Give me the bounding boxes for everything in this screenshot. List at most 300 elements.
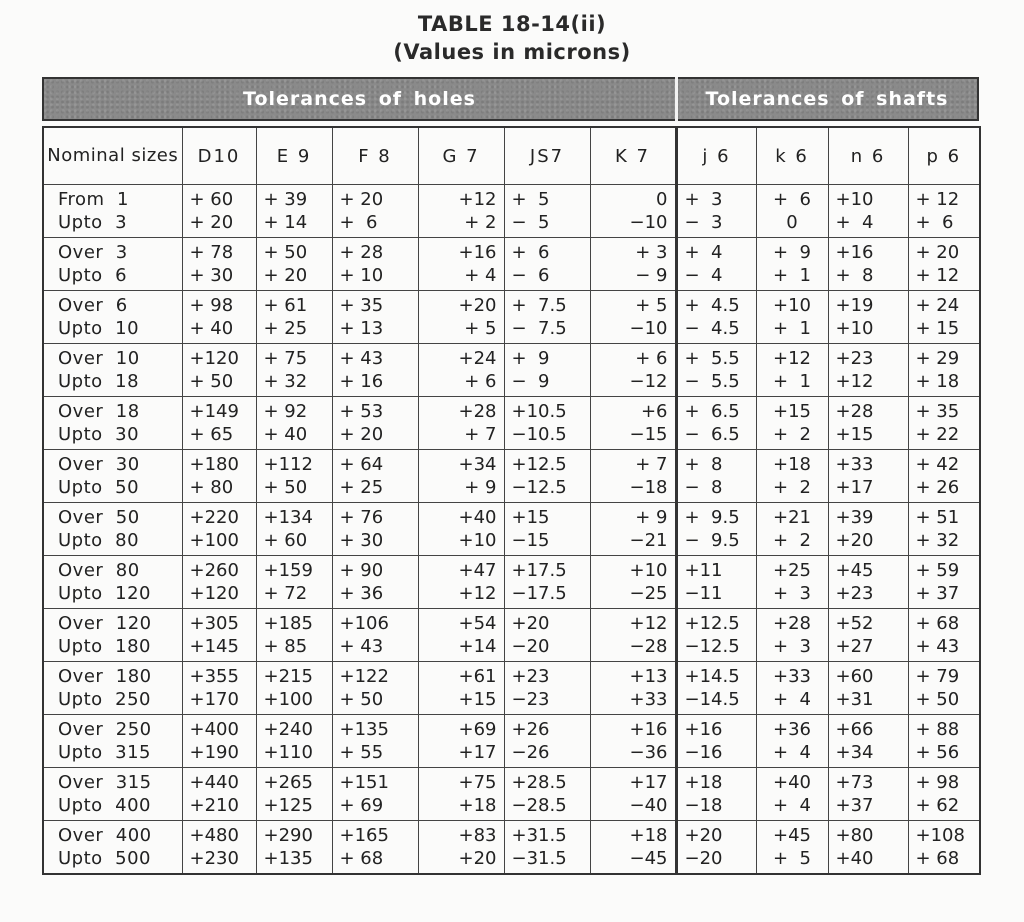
upper-deviation: +39 bbox=[835, 507, 874, 528]
lower-deviation: +34 bbox=[835, 742, 874, 763]
lower-deviation: +23 bbox=[835, 583, 874, 604]
lower-deviation: + 72 bbox=[263, 583, 308, 604]
lower-deviation: −14.5 bbox=[684, 689, 740, 710]
lower-deviation: −25 bbox=[629, 583, 668, 604]
nominal-size-line: Upto 120 bbox=[58, 583, 151, 604]
lower-deviation: + 2 bbox=[464, 212, 497, 233]
lower-deviation: + 40 bbox=[189, 318, 234, 339]
upper-deviation: +305 bbox=[189, 613, 239, 634]
lower-deviation: + 30 bbox=[339, 530, 384, 551]
tolerance-cell-JS7 bbox=[504, 238, 590, 291]
lower-deviation: +120 bbox=[189, 583, 239, 604]
lower-deviation: −20 bbox=[684, 848, 723, 869]
tolerance-cell-n6 bbox=[828, 344, 908, 397]
nominal-size-line: Upto 315 bbox=[58, 742, 151, 763]
nominal-size-line: Over 400 bbox=[58, 825, 152, 846]
nominal-size-line: Over 30 bbox=[58, 454, 140, 475]
lower-deviation: +20 bbox=[835, 530, 874, 551]
tolerance-cell-JS7 bbox=[504, 397, 590, 450]
tolerance-cell-k6 bbox=[756, 768, 828, 821]
lower-deviation: −18 bbox=[629, 477, 668, 498]
tolerance-cell-JS7 bbox=[504, 291, 590, 344]
lower-deviation: +190 bbox=[189, 742, 239, 763]
table-row bbox=[43, 397, 980, 450]
lower-deviation: −11 bbox=[684, 583, 723, 604]
upper-deviation: +31.5 bbox=[511, 825, 567, 846]
lower-deviation: − 4 bbox=[684, 265, 723, 286]
tolerance-cell-K7 bbox=[590, 291, 676, 344]
tolerance-cell-K7 bbox=[590, 609, 676, 662]
upper-deviation: + 12 bbox=[915, 189, 960, 210]
nominal-size-line: Over 3 bbox=[58, 242, 128, 263]
tolerance-cell-K7 bbox=[590, 768, 676, 821]
table-title: TABLE 18-14(ii) bbox=[417, 12, 607, 36]
tolerance-cell-p6 bbox=[908, 344, 980, 397]
tolerance-cell-j6 bbox=[676, 609, 756, 662]
lower-deviation: −15 bbox=[511, 530, 550, 551]
upper-deviation: + 98 bbox=[915, 772, 960, 793]
tolerance-cell-G7 bbox=[418, 768, 504, 821]
nominal-size-line: Over 250 bbox=[58, 719, 152, 740]
upper-deviation: + 78 bbox=[189, 242, 234, 263]
lower-deviation: −20 bbox=[511, 636, 550, 657]
upper-deviation: +13 bbox=[629, 666, 668, 687]
tolerance-cell-K7 bbox=[590, 821, 676, 875]
tolerance-cell-JS7 bbox=[504, 450, 590, 503]
lower-deviation: + 30 bbox=[189, 265, 234, 286]
upper-deviation: + 7.5 bbox=[511, 295, 567, 316]
upper-deviation: +23 bbox=[835, 348, 874, 369]
tolerance-cell-n6 bbox=[828, 821, 908, 875]
col-header-D10: D10 bbox=[182, 127, 256, 185]
lower-deviation: + 2 bbox=[773, 477, 811, 498]
upper-deviation: +40 bbox=[773, 772, 811, 793]
tolerance-cell-E9 bbox=[256, 715, 332, 768]
upper-deviation: +185 bbox=[263, 613, 313, 634]
tolerance-cell-E9 bbox=[256, 397, 332, 450]
upper-deviation: + 9 bbox=[511, 348, 550, 369]
tolerance-cell-D10 bbox=[182, 662, 256, 715]
upper-deviation: + 76 bbox=[339, 507, 384, 528]
upper-deviation: +28.5 bbox=[511, 772, 567, 793]
upper-deviation: + 4 bbox=[684, 242, 723, 263]
upper-deviation: +21 bbox=[773, 507, 811, 528]
nominal-size-cell bbox=[43, 556, 182, 609]
upper-deviation: + 8 bbox=[684, 454, 723, 475]
nominal-size-cell bbox=[43, 397, 182, 450]
tolerance-cell-F8 bbox=[332, 344, 418, 397]
lower-deviation: + 3 bbox=[773, 636, 811, 657]
upper-deviation: +10.5 bbox=[511, 401, 567, 422]
upper-deviation: + 20 bbox=[339, 189, 384, 210]
tolerance-cell-K7 bbox=[590, 185, 676, 238]
lower-deviation: −26 bbox=[511, 742, 550, 763]
tolerance-cell-E9 bbox=[256, 768, 332, 821]
lower-deviation: +33 bbox=[629, 689, 668, 710]
tolerance-cell-j6 bbox=[676, 238, 756, 291]
upper-deviation: +23 bbox=[511, 666, 550, 687]
upper-deviation: +108 bbox=[915, 825, 965, 846]
nominal-size-line: Over 180 bbox=[58, 666, 152, 687]
tolerance-cell-E9 bbox=[256, 503, 332, 556]
lower-deviation: + 1 bbox=[773, 371, 811, 392]
lower-deviation: + 25 bbox=[339, 477, 384, 498]
lower-deviation: +17 bbox=[458, 742, 497, 763]
tolerance-cell-p6 bbox=[908, 609, 980, 662]
upper-deviation: +265 bbox=[263, 772, 313, 793]
tolerance-cell-E9 bbox=[256, 185, 332, 238]
lower-deviation: + 50 bbox=[339, 689, 384, 710]
upper-deviation: + 35 bbox=[339, 295, 384, 316]
group-header-holes: Tolerances of holes bbox=[243, 88, 476, 110]
upper-deviation: +15 bbox=[511, 507, 550, 528]
nominal-size-line: Upto 10 bbox=[58, 318, 140, 339]
upper-deviation: +20 bbox=[458, 295, 497, 316]
lower-deviation: + 43 bbox=[339, 636, 384, 657]
tolerance-cell-F8 bbox=[332, 291, 418, 344]
upper-deviation: +83 bbox=[458, 825, 497, 846]
lower-deviation: +230 bbox=[189, 848, 239, 869]
tolerance-cell-n6 bbox=[828, 238, 908, 291]
tolerance-cell-F8 bbox=[332, 450, 418, 503]
nominal-size-cell bbox=[43, 291, 182, 344]
lower-deviation: − 7.5 bbox=[511, 318, 567, 339]
lower-deviation: + 5 bbox=[464, 318, 497, 339]
tolerance-cell-D10 bbox=[182, 821, 256, 875]
tolerance-cell-D10 bbox=[182, 344, 256, 397]
lower-deviation: + 65 bbox=[189, 424, 234, 445]
lower-deviation: + 1 bbox=[773, 318, 811, 339]
upper-deviation: +12 bbox=[458, 189, 497, 210]
upper-deviation: +75 bbox=[458, 772, 497, 793]
lower-deviation: + 56 bbox=[915, 742, 960, 763]
tolerance-cell-E9 bbox=[256, 450, 332, 503]
lower-deviation: +27 bbox=[835, 636, 874, 657]
tolerance-cell-p6 bbox=[908, 503, 980, 556]
lower-deviation: +40 bbox=[835, 848, 874, 869]
nominal-size-line: Upto 50 bbox=[58, 477, 140, 498]
tolerance-cell-n6 bbox=[828, 768, 908, 821]
lower-deviation: +100 bbox=[263, 689, 313, 710]
upper-deviation: +24 bbox=[458, 348, 497, 369]
nominal-size-cell bbox=[43, 450, 182, 503]
tolerance-cell-F8 bbox=[332, 185, 418, 238]
lower-deviation: − 9 bbox=[635, 265, 668, 286]
lower-deviation: +145 bbox=[189, 636, 239, 657]
tolerance-cell-j6 bbox=[676, 344, 756, 397]
upper-deviation: +10 bbox=[629, 560, 668, 581]
tolerance-cell-G7 bbox=[418, 238, 504, 291]
lower-deviation: −21 bbox=[629, 530, 668, 551]
tolerance-cell-G7 bbox=[418, 397, 504, 450]
lower-deviation: − 5 bbox=[511, 212, 550, 233]
upper-deviation: +440 bbox=[189, 772, 239, 793]
tolerance-cell-j6 bbox=[676, 185, 756, 238]
upper-deviation: + 75 bbox=[263, 348, 308, 369]
upper-deviation: + 61 bbox=[263, 295, 308, 316]
upper-deviation: + 5.5 bbox=[684, 348, 740, 369]
upper-deviation: +33 bbox=[835, 454, 874, 475]
upper-deviation: +33 bbox=[773, 666, 811, 687]
upper-deviation: + 60 bbox=[189, 189, 234, 210]
lower-deviation: + 50 bbox=[263, 477, 308, 498]
table-row bbox=[43, 821, 980, 875]
tolerance-cell-E9 bbox=[256, 344, 332, 397]
lower-deviation: + 7 bbox=[464, 424, 497, 445]
upper-deviation: + 20 bbox=[915, 242, 960, 263]
lower-deviation: + 14 bbox=[263, 212, 308, 233]
tolerance-cell-D10 bbox=[182, 609, 256, 662]
tolerance-cell-K7 bbox=[590, 238, 676, 291]
lower-deviation: + 20 bbox=[189, 212, 234, 233]
upper-deviation: +18 bbox=[684, 772, 723, 793]
upper-deviation: + 6 bbox=[773, 189, 811, 210]
upper-deviation: +12 bbox=[773, 348, 811, 369]
tolerance-cell-G7 bbox=[418, 715, 504, 768]
lower-deviation: + 18 bbox=[915, 371, 960, 392]
upper-deviation: + 9.5 bbox=[684, 507, 740, 528]
table-row bbox=[43, 185, 980, 238]
lower-deviation: −12.5 bbox=[511, 477, 567, 498]
nominal-size-cell bbox=[43, 185, 182, 238]
lower-deviation: −12 bbox=[629, 371, 668, 392]
tolerance-cell-k6 bbox=[756, 609, 828, 662]
upper-deviation: 0 bbox=[656, 189, 668, 210]
lower-deviation: +14 bbox=[458, 636, 497, 657]
tolerance-cell-F8 bbox=[332, 238, 418, 291]
tolerance-cell-n6 bbox=[828, 556, 908, 609]
lower-deviation: −10 bbox=[629, 212, 668, 233]
tolerance-cell-n6 bbox=[828, 503, 908, 556]
nominal-size-line: From 1 bbox=[58, 189, 129, 210]
col-header-F8: F 8 bbox=[332, 127, 418, 185]
nominal-size-line: Upto 180 bbox=[58, 636, 151, 657]
upper-deviation: + 42 bbox=[915, 454, 960, 475]
tolerance-cell-D10 bbox=[182, 238, 256, 291]
tolerance-cell-n6 bbox=[828, 450, 908, 503]
upper-deviation: + 43 bbox=[339, 348, 384, 369]
tolerance-cell-D10 bbox=[182, 450, 256, 503]
tolerance-cell-p6 bbox=[908, 821, 980, 875]
table-row bbox=[43, 556, 980, 609]
lower-deviation: −17.5 bbox=[511, 583, 567, 604]
lower-deviation: + 85 bbox=[263, 636, 308, 657]
table-row bbox=[43, 291, 980, 344]
tolerance-cell-F8 bbox=[332, 821, 418, 875]
nominal-size-line: Over 50 bbox=[58, 507, 140, 528]
upper-deviation: +66 bbox=[835, 719, 874, 740]
nominal-size-cell bbox=[43, 238, 182, 291]
nominal-size-line: Upto 3 bbox=[58, 212, 128, 233]
lower-deviation: + 4 bbox=[773, 689, 811, 710]
lower-deviation: + 69 bbox=[339, 795, 384, 816]
lower-deviation: + 5 bbox=[773, 848, 811, 869]
tolerance-cell-p6 bbox=[908, 238, 980, 291]
tolerance-cell-JS7 bbox=[504, 185, 590, 238]
lower-deviation: −10.5 bbox=[511, 424, 567, 445]
upper-deviation: +25 bbox=[773, 560, 811, 581]
nominal-size-line: Upto 500 bbox=[58, 848, 151, 869]
upper-deviation: +16 bbox=[629, 719, 668, 740]
upper-deviation: +11 bbox=[684, 560, 723, 581]
lower-deviation: −36 bbox=[629, 742, 668, 763]
nominal-size-line: Upto 80 bbox=[58, 530, 140, 551]
upper-deviation: +20 bbox=[684, 825, 723, 846]
lower-deviation: + 16 bbox=[339, 371, 384, 392]
lower-deviation: +110 bbox=[263, 742, 313, 763]
upper-deviation: +16 bbox=[835, 242, 874, 263]
lower-deviation: − 5.5 bbox=[684, 371, 740, 392]
lower-deviation: +37 bbox=[835, 795, 874, 816]
upper-deviation: + 50 bbox=[263, 242, 308, 263]
lower-deviation: + 8 bbox=[835, 265, 874, 286]
tolerance-cell-G7 bbox=[418, 821, 504, 875]
upper-deviation: +61 bbox=[458, 666, 497, 687]
lower-deviation: −15 bbox=[629, 424, 668, 445]
table-row bbox=[43, 238, 980, 291]
nominal-size-line: Upto 250 bbox=[58, 689, 151, 710]
upper-deviation: + 6.5 bbox=[684, 401, 740, 422]
tolerance-cell-k6 bbox=[756, 556, 828, 609]
upper-deviation: + 88 bbox=[915, 719, 960, 740]
tolerance-cell-p6 bbox=[908, 662, 980, 715]
upper-deviation: +134 bbox=[263, 507, 313, 528]
tolerance-cell-k6 bbox=[756, 238, 828, 291]
upper-deviation: +240 bbox=[263, 719, 313, 740]
upper-deviation: +106 bbox=[339, 613, 389, 634]
tolerance-cell-G7 bbox=[418, 503, 504, 556]
lower-deviation: + 2 bbox=[773, 424, 811, 445]
tolerance-cell-G7 bbox=[418, 344, 504, 397]
lower-deviation: + 80 bbox=[189, 477, 234, 498]
upper-deviation: + 6 bbox=[635, 348, 668, 369]
tolerance-cell-K7 bbox=[590, 450, 676, 503]
tolerance-cell-G7 bbox=[418, 609, 504, 662]
upper-deviation: +122 bbox=[339, 666, 389, 687]
lower-deviation: − 9 bbox=[511, 371, 550, 392]
tolerance-cell-E9 bbox=[256, 556, 332, 609]
lower-deviation: −12.5 bbox=[684, 636, 740, 657]
upper-deviation: +10 bbox=[835, 189, 874, 210]
upper-deviation: +120 bbox=[189, 348, 239, 369]
upper-deviation: +45 bbox=[835, 560, 874, 581]
tolerance-cell-K7 bbox=[590, 344, 676, 397]
col-header-nominal-line2: sizes bbox=[131, 145, 179, 166]
lower-deviation: − 6 bbox=[511, 265, 550, 286]
tolerance-cell-F8 bbox=[332, 715, 418, 768]
tolerance-cell-F8 bbox=[332, 768, 418, 821]
tolerance-cell-D10 bbox=[182, 397, 256, 450]
upper-deviation: + 35 bbox=[915, 401, 960, 422]
lower-deviation: + 43 bbox=[915, 636, 960, 657]
upper-deviation: +14.5 bbox=[684, 666, 740, 687]
lower-deviation: −40 bbox=[629, 795, 668, 816]
table-row bbox=[43, 662, 980, 715]
lower-deviation: +170 bbox=[189, 689, 239, 710]
tolerance-cell-F8 bbox=[332, 503, 418, 556]
lower-deviation: −31.5 bbox=[511, 848, 567, 869]
lower-deviation: + 4 bbox=[835, 212, 874, 233]
upper-deviation: +112 bbox=[263, 454, 313, 475]
upper-deviation: +28 bbox=[773, 613, 811, 634]
col-header-k6: k 6 bbox=[756, 127, 828, 185]
upper-deviation: +215 bbox=[263, 666, 313, 687]
tolerance-cell-p6 bbox=[908, 291, 980, 344]
tolerance-cell-E9 bbox=[256, 291, 332, 344]
lower-deviation: + 4 bbox=[464, 265, 497, 286]
tolerance-cell-k6 bbox=[756, 715, 828, 768]
nominal-size-cell bbox=[43, 768, 182, 821]
tolerance-cell-k6 bbox=[756, 662, 828, 715]
upper-deviation: + 28 bbox=[339, 242, 384, 263]
upper-deviation: + 24 bbox=[915, 295, 960, 316]
table-row bbox=[43, 768, 980, 821]
lower-deviation: +20 bbox=[458, 848, 497, 869]
tolerance-cell-E9 bbox=[256, 821, 332, 875]
upper-deviation: +34 bbox=[458, 454, 497, 475]
lower-deviation: − 4.5 bbox=[684, 318, 740, 339]
lower-deviation: 0 bbox=[786, 212, 798, 233]
upper-deviation: +151 bbox=[339, 772, 389, 793]
lower-deviation: + 6 bbox=[915, 212, 954, 233]
tolerance-cell-G7 bbox=[418, 556, 504, 609]
nominal-size-line: Upto 18 bbox=[58, 371, 140, 392]
tolerance-cell-j6 bbox=[676, 397, 756, 450]
lower-deviation: + 4 bbox=[773, 742, 811, 763]
tolerance-cell-k6 bbox=[756, 821, 828, 875]
upper-deviation: + 7 bbox=[635, 454, 668, 475]
upper-deviation: +54 bbox=[458, 613, 497, 634]
nominal-size-cell bbox=[43, 662, 182, 715]
tolerance-cell-n6 bbox=[828, 397, 908, 450]
tolerance-cell-JS7 bbox=[504, 556, 590, 609]
upper-deviation: + 29 bbox=[915, 348, 960, 369]
tolerance-cell-K7 bbox=[590, 556, 676, 609]
nominal-size-line: Over 80 bbox=[58, 560, 140, 581]
tolerance-cell-j6 bbox=[676, 503, 756, 556]
lower-deviation: + 9 bbox=[464, 477, 497, 498]
upper-deviation: +60 bbox=[835, 666, 874, 687]
upper-deviation: +290 bbox=[263, 825, 313, 846]
tolerance-cell-G7 bbox=[418, 291, 504, 344]
tolerance-cell-JS7 bbox=[504, 609, 590, 662]
tolerance-cell-p6 bbox=[908, 768, 980, 821]
nominal-size-line: Upto 30 bbox=[58, 424, 140, 445]
lower-deviation: − 9.5 bbox=[684, 530, 740, 551]
tolerance-cell-F8 bbox=[332, 662, 418, 715]
lower-deviation: + 4 bbox=[773, 795, 811, 816]
upper-deviation: +28 bbox=[458, 401, 497, 422]
table-subtitle: (Values in microns) bbox=[393, 40, 631, 64]
upper-deviation: +69 bbox=[458, 719, 497, 740]
table-row bbox=[43, 344, 980, 397]
tolerance-cell-n6 bbox=[828, 715, 908, 768]
col-header-n6: n 6 bbox=[828, 127, 908, 185]
tolerance-cell-F8 bbox=[332, 397, 418, 450]
lower-deviation: + 32 bbox=[915, 530, 960, 551]
tolerance-cell-n6 bbox=[828, 291, 908, 344]
tolerance-cell-F8 bbox=[332, 609, 418, 662]
upper-deviation: +47 bbox=[458, 560, 497, 581]
nominal-size-line: Over 18 bbox=[58, 401, 140, 422]
tolerance-cell-n6 bbox=[828, 185, 908, 238]
upper-deviation: + 3 bbox=[635, 242, 668, 263]
lower-deviation: + 10 bbox=[339, 265, 384, 286]
lower-deviation: − 6.5 bbox=[684, 424, 740, 445]
tolerance-cell-JS7 bbox=[504, 503, 590, 556]
nominal-size-cell bbox=[43, 344, 182, 397]
lower-deviation: + 36 bbox=[339, 583, 384, 604]
